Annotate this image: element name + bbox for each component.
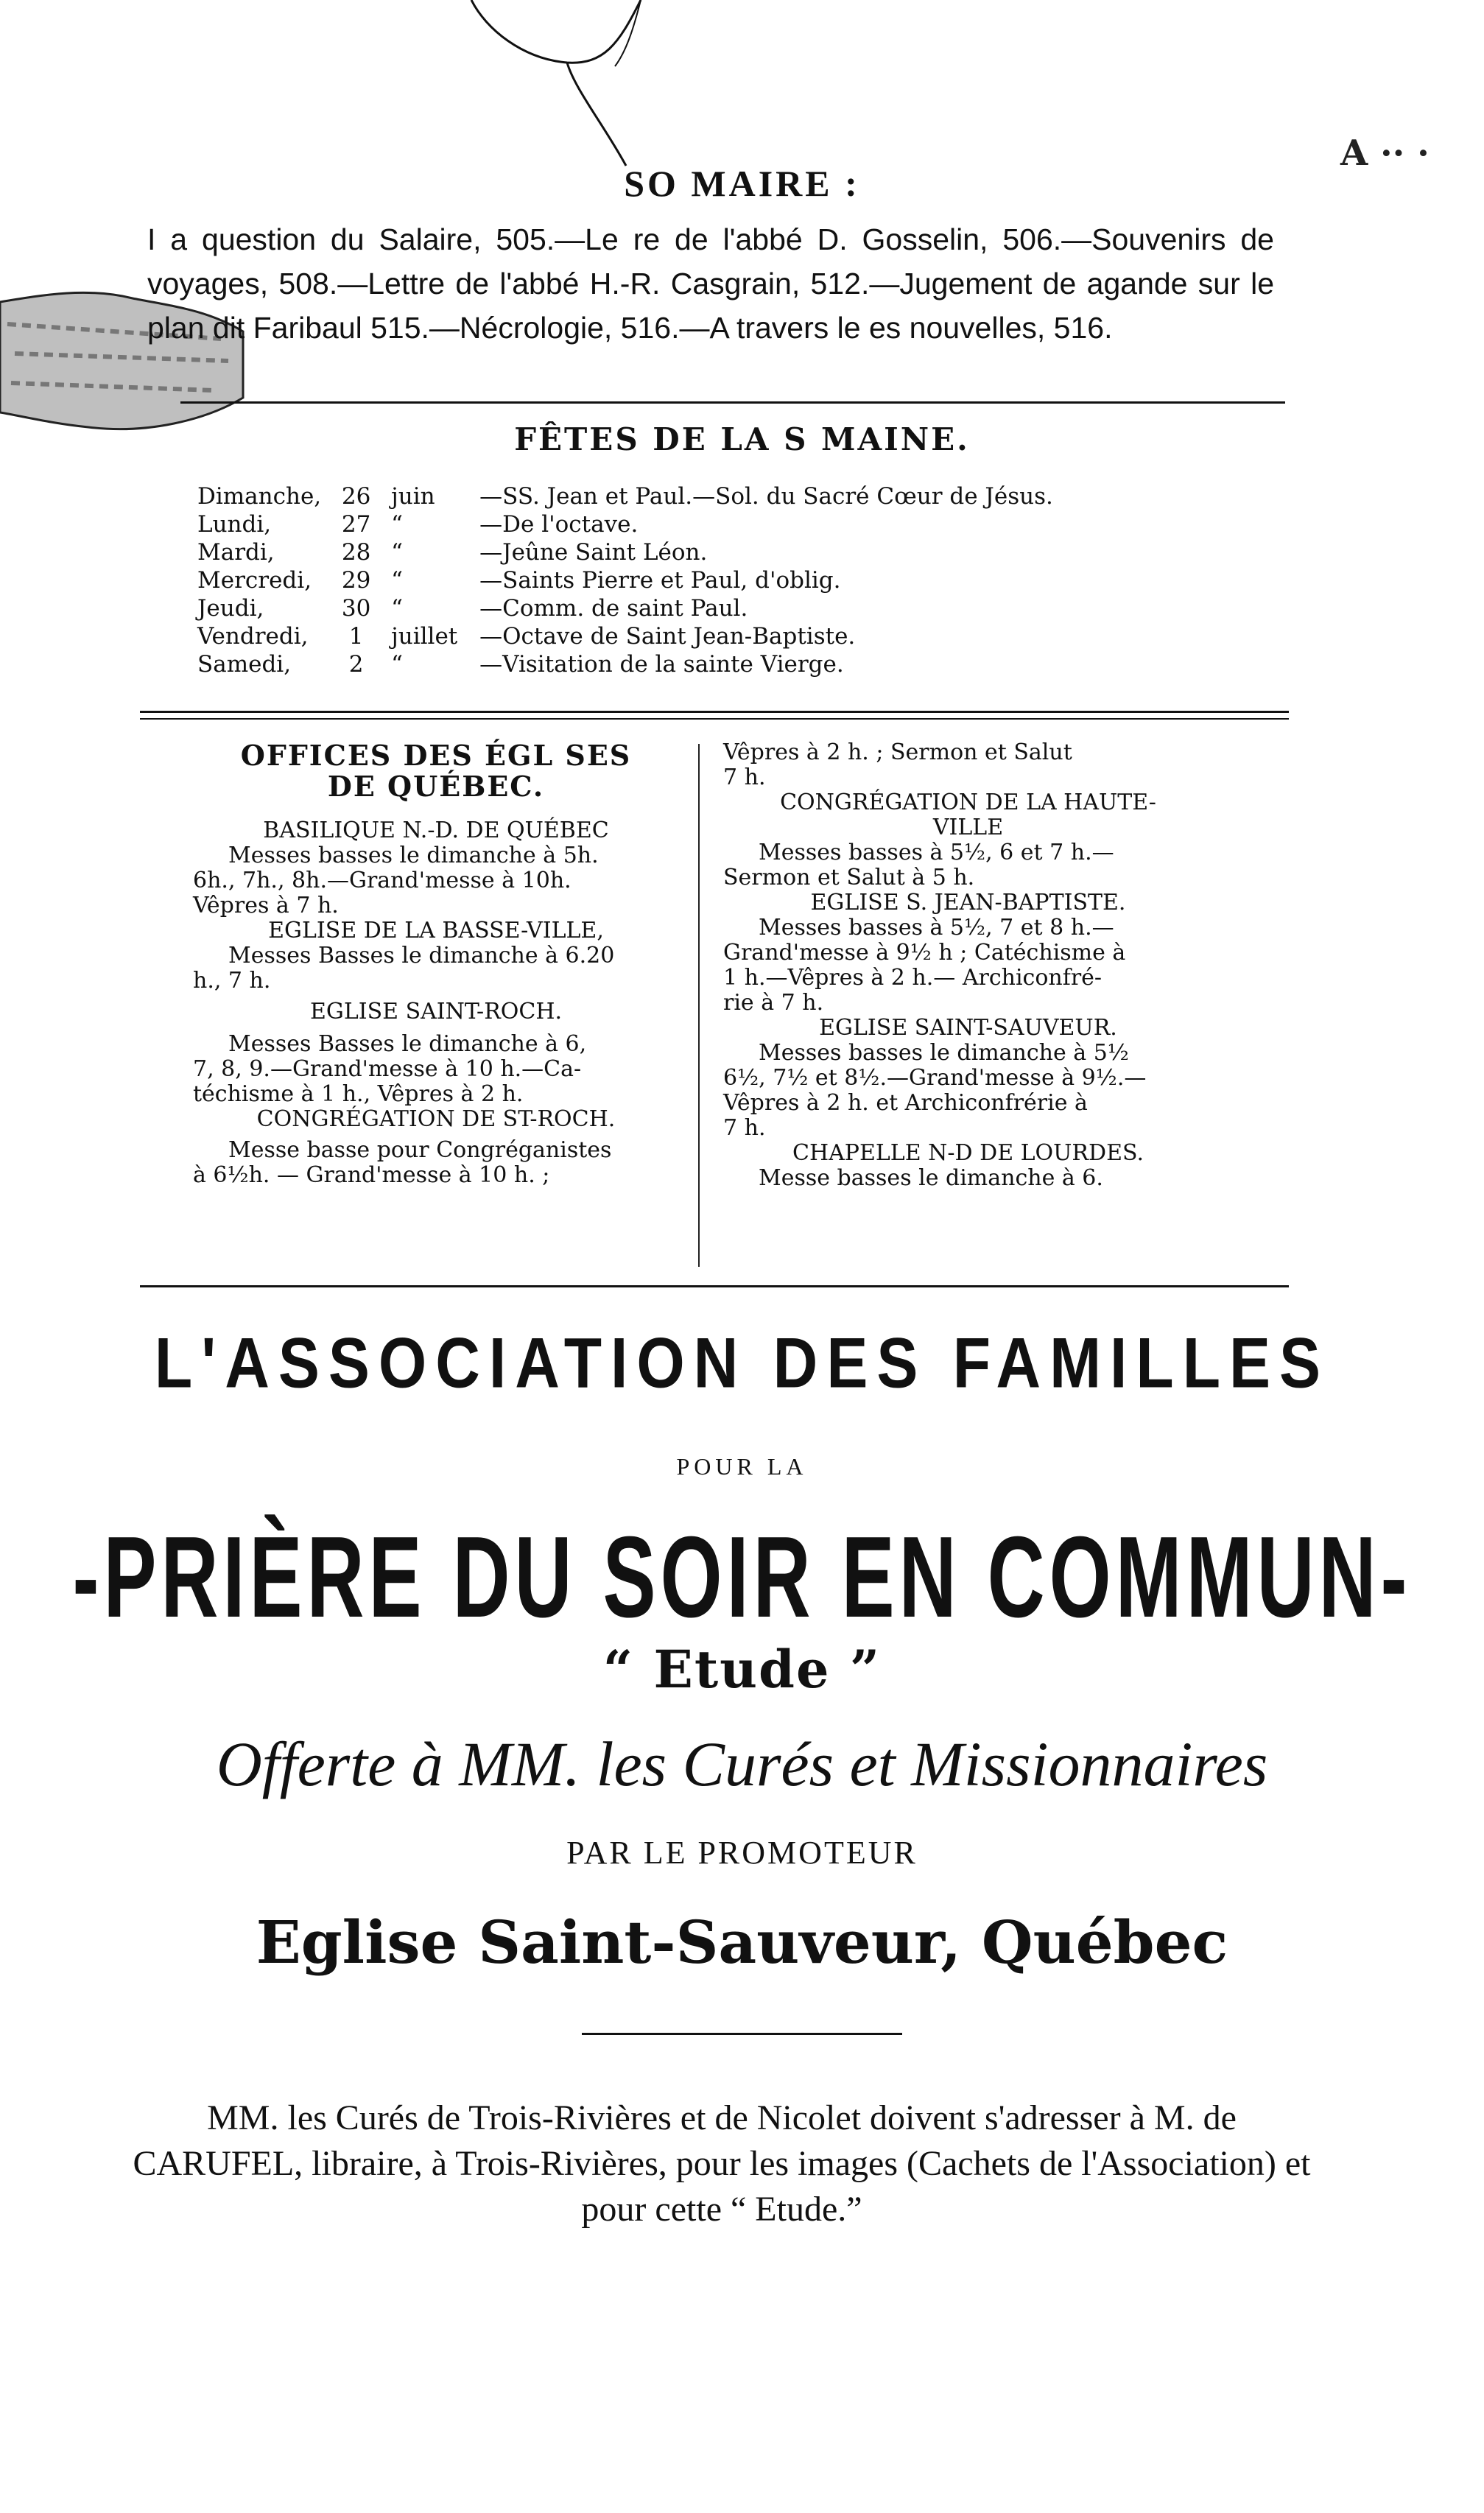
fete-text: —Jeûne Saint Léon.	[479, 539, 708, 566]
pour-la-text: POUR LA	[676, 1453, 808, 1480]
fete-month: juin	[391, 483, 435, 510]
fete-month: “	[391, 511, 403, 538]
fetes-heading: FÊTES DE LA S MAINE.	[514, 421, 970, 457]
office-line: Vêpres à 7 h.	[193, 893, 339, 918]
fete-date: 30	[341, 595, 371, 622]
office-line: rie à 7 h.	[723, 990, 824, 1016]
fete-date: 29	[341, 567, 371, 594]
promoteur-line: PAR LE PROMOTEUR	[566, 1835, 918, 1871]
office-line: Messes Basses le dimanche à 6.20	[228, 943, 615, 969]
office-line: Messes Basses le dimanche à 6,	[228, 1031, 587, 1057]
fete-day: Lundi,	[197, 511, 272, 538]
sommaire-body: I a question du Salaire, 505.—Le re de l'abbé D. Gosselin, 506.—Souvenirs de voyages, 508.—Lettre de l'abbé H.-R. Casgrain, 512.—Jugement de agande sur le plan dit Faribaul 515.—Nécrologie, 516.—A travers le es nouvelles, 516.	[147, 222, 1274, 345]
fete-text: —SS. Jean et Paul.—Sol. du Sacré Cœur de Jésus.	[479, 483, 1053, 510]
office-line: Grand'messe à 9½ h ; Catéchisme à	[723, 940, 1126, 966]
fete-row	[197, 594, 1053, 622]
fete-row	[197, 538, 1053, 566]
office-line: Messe basses le dimanche à 6.	[759, 1165, 1103, 1191]
office-line: Sermon et Salut à 5 h.	[723, 865, 975, 890]
office-line: CONGRÉGATION DE LA HAUTE-	[780, 790, 1156, 815]
fete-day: Mardi,	[197, 539, 275, 566]
fete-text: —Comm. de saint Paul.	[479, 595, 748, 622]
fete-day: Mercredi,	[197, 567, 312, 594]
fete-month: “	[391, 567, 403, 594]
double-rule-top	[140, 711, 1289, 713]
office-line: EGLISE S. JEAN-BAPTISTE.	[810, 890, 1126, 915]
sommaire-heading: SO MAIRE :	[624, 163, 860, 204]
fete-text: —De l'octave.	[479, 511, 639, 538]
office-line: Messes basses à 5½, 6 et 7 h.—	[759, 840, 1114, 865]
offices-heading: OFFICES DES ÉGL SES	[240, 739, 632, 772]
fete-text: —Octave de Saint Jean-Baptiste.	[479, 623, 856, 650]
double-rule-bottom	[140, 718, 1289, 720]
office-line: Vêpres à 2 h. et Archiconfrérie à	[723, 1090, 1088, 1116]
office-line: Messe basse pour Congréganistes	[228, 1137, 612, 1163]
fete-row	[197, 510, 1053, 538]
fete-day: Jeudi,	[197, 595, 264, 622]
torn-paper-top	[457, 0, 700, 169]
office-line: CONGRÉGATION DE ST-ROCH.	[256, 1106, 616, 1132]
office-line: 7 h.	[723, 1115, 766, 1141]
offices-left-column	[193, 740, 679, 1188]
office-line: 7 h.	[723, 765, 766, 790]
office-line: à 6½h. — Grand'messe à 10 h. ;	[193, 1162, 550, 1188]
eglise-line: Eglise Saint-Sauveur, Québec	[256, 1908, 1228, 1977]
fetes-table	[197, 482, 1053, 678]
column-divider	[698, 744, 700, 1267]
fete-month: “	[391, 651, 403, 678]
fete-date: 2	[348, 651, 364, 678]
fete-row	[197, 482, 1053, 510]
fete-row	[197, 650, 1053, 678]
offerte-line: Offerte à MM. les Curés et Missionnaires	[216, 1729, 1268, 1799]
fete-date: 27	[341, 511, 371, 538]
short-rule	[582, 2033, 902, 2035]
fete-date: 26	[341, 483, 371, 510]
offices-right-column	[723, 740, 1213, 1191]
fete-date: 28	[341, 539, 371, 566]
divider-rule	[140, 1285, 1289, 1287]
office-line: CHAPELLE N-D DE LOURDES.	[792, 1140, 1144, 1166]
etude-heading: “ Etude ”	[602, 1639, 882, 1700]
office-line: 7, 8, 9.—Grand'messe à 10 h.—Ca-	[193, 1056, 582, 1082]
office-line: EGLISE SAINT-SAUVEUR.	[819, 1015, 1117, 1041]
office-line: Messes basses à 5½, 7 et 8 h.—	[759, 915, 1114, 941]
fete-month: “	[391, 539, 403, 566]
fete-day: Dimanche,	[197, 483, 322, 510]
divider-rule	[180, 401, 1285, 404]
office-line: BASILIQUE N.-D. DE QUÉBEC	[263, 818, 609, 843]
office-line: 1 h.—Vêpres à 2 h.— Archiconfré-	[723, 965, 1103, 991]
office-line: téchisme à 1 h., Vêpres à 2 h.	[193, 1081, 524, 1107]
fete-month: juillet	[391, 623, 458, 650]
fete-day: Samedi,	[197, 651, 292, 678]
office-line: h., 7 h.	[193, 968, 271, 994]
office-line: EGLISE DE LA BASSE-VILLE,	[268, 918, 604, 943]
office-line: VILLE	[932, 815, 1004, 840]
office-line: 6h., 7h., 8h.—Grand'messe à 10h.	[193, 868, 572, 893]
fete-date: 1	[348, 623, 364, 650]
fete-row	[197, 566, 1053, 594]
office-line: EGLISE SAINT-ROCH.	[309, 999, 563, 1024]
association-title: L'ASSOCIATION DES FAMILLES	[154, 1323, 1330, 1403]
fete-text: —Saints Pierre et Paul, d'oblig.	[479, 567, 841, 594]
priere-heading: -PRIÈRE DU SOIR EN COMMUN-	[72, 1511, 1412, 1642]
office-line: Messes basses le dimanche à 5½	[759, 1040, 1129, 1066]
fete-text: —Visitation de la sainte Vierge.	[479, 651, 844, 678]
office-line: 6½, 7½ et 8½.—Grand'messe à 9½.—	[723, 1065, 1147, 1091]
fete-row	[197, 622, 1053, 650]
fete-day: Vendredi,	[197, 623, 309, 650]
office-line: Vêpres à 2 h. ; Sermon et Salut	[723, 739, 1072, 765]
offices-subheading: DE QUÉBEC.	[327, 770, 545, 803]
fete-month: “	[391, 595, 403, 622]
notice-paragraph: MM. les Curés de Trois-Rivières et de Nicolet doivent s'adresser à M. de CARUFEL, libraire, à Trois-Rivières, pour les images (Cachets de l'Association) et pour cette “ Etude.”	[133, 2098, 1311, 2229]
margin-marks: A ·· ·	[1340, 133, 1430, 174]
office-line: Messes basses le dimanche à 5h.	[228, 843, 599, 868]
